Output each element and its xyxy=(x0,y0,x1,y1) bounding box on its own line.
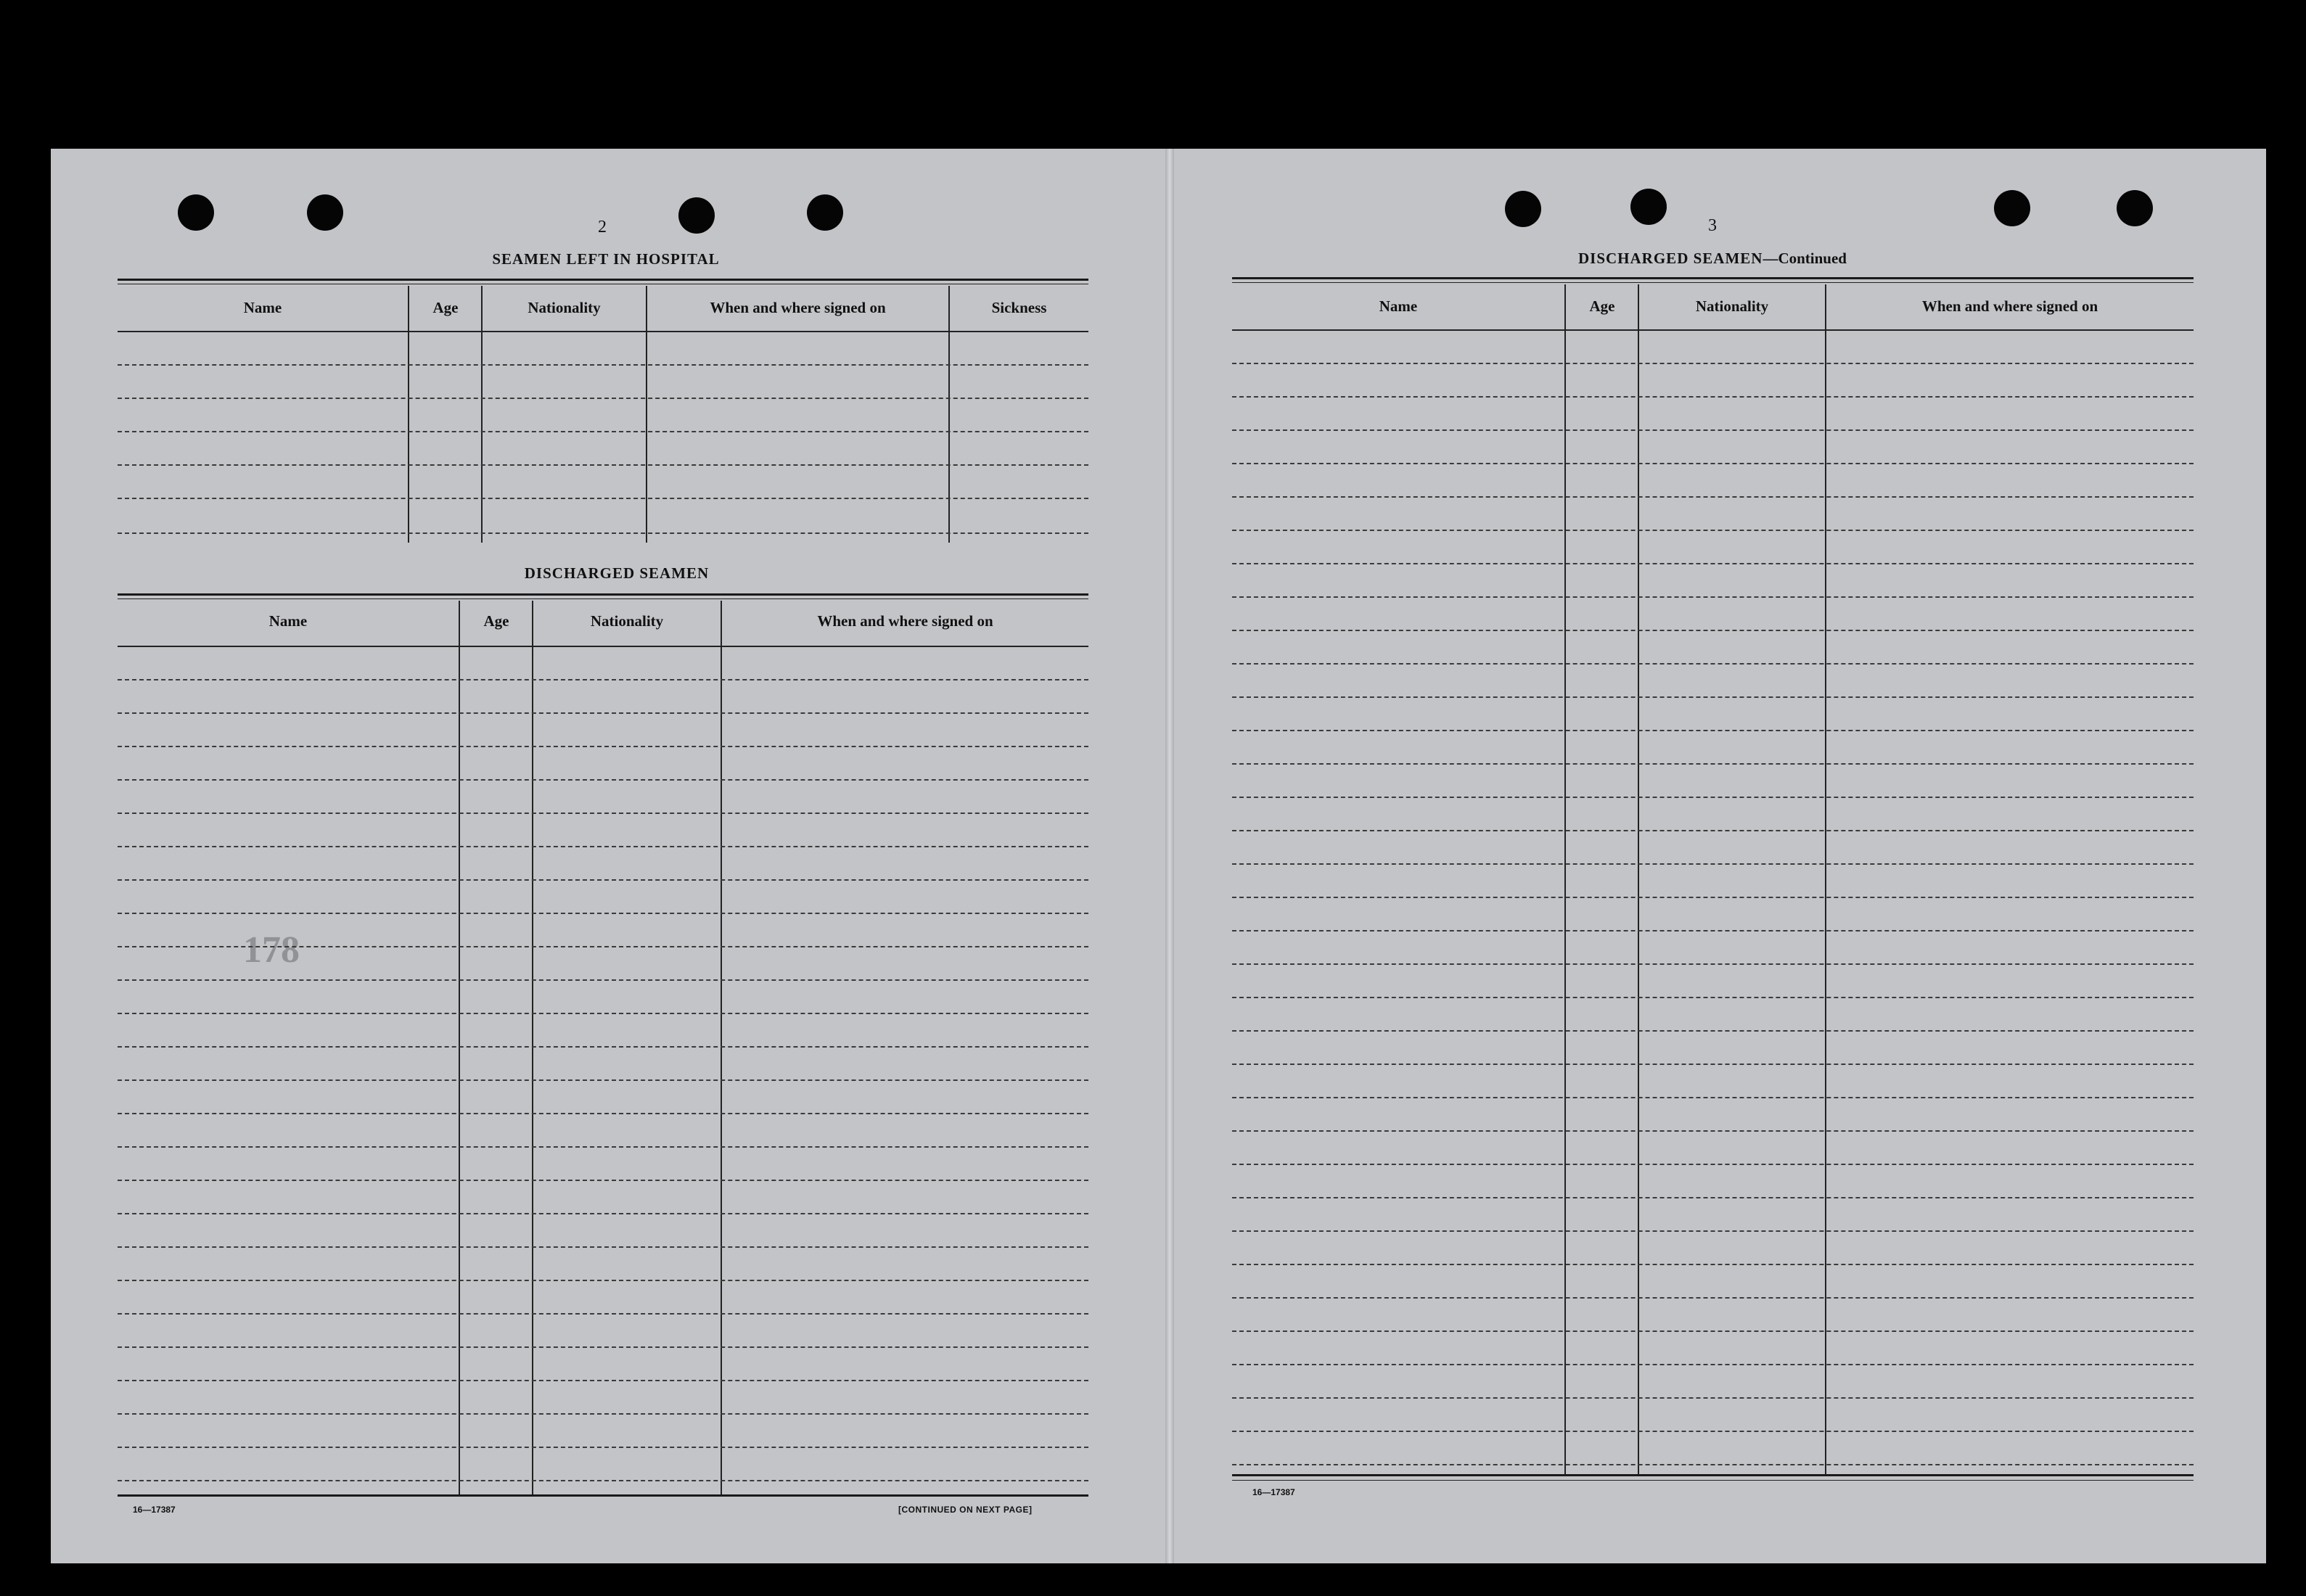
page-number: 2 xyxy=(598,218,607,236)
page-number: 3 xyxy=(1708,216,1717,235)
continued-note: [CONTINUED ON NEXT PAGE] xyxy=(898,1505,1033,1515)
title-main: DISCHARGED SEAMEN xyxy=(1578,250,1763,267)
col-header-name: Name xyxy=(1379,297,1418,315)
form-number: 16—17387 xyxy=(1252,1487,1295,1497)
col-header-sickness: Sickness xyxy=(991,299,1047,316)
col-header-signed-on: When and where signed on xyxy=(1921,297,2098,315)
col-header-signed-on: When and where signed on xyxy=(710,299,886,316)
col-header-age: Age xyxy=(432,299,459,316)
discharged-continued-table xyxy=(1232,277,2194,1474)
form-number: 16—17387 xyxy=(133,1505,176,1515)
discharged-section-title: DISCHARGED SEAMEN xyxy=(524,564,710,582)
discharged-continued-title xyxy=(1473,250,1952,268)
col-header-name: Name xyxy=(268,612,308,630)
punch-hole xyxy=(1630,189,1667,225)
hospital-section-title: SEAMEN LEFT IN HOSPITAL xyxy=(492,250,720,268)
ghost-mark: 178 xyxy=(243,929,300,971)
page-fold xyxy=(1165,149,1174,1563)
hospital-table xyxy=(118,279,1088,543)
punch-hole xyxy=(2117,190,2153,226)
punch-hole xyxy=(807,194,843,231)
punch-hole xyxy=(307,194,343,231)
bottom-rule xyxy=(1232,1474,2194,1476)
col-header-age: Age xyxy=(483,612,509,630)
punch-hole xyxy=(1505,191,1541,227)
col-header-signed-on: When and where signed on xyxy=(817,612,993,630)
discharged-table xyxy=(118,593,1088,1494)
punch-hole xyxy=(178,194,214,231)
punch-hole xyxy=(1994,190,2030,226)
title-continued: —Continued xyxy=(1763,250,1847,267)
punch-hole xyxy=(678,197,715,234)
col-header-nationality: Nationality xyxy=(590,612,664,630)
bottom-rule xyxy=(118,1494,1088,1497)
bottom-rule xyxy=(1232,1480,2194,1481)
col-header-nationality: Nationality xyxy=(1695,297,1769,315)
col-header-name: Name xyxy=(243,299,282,316)
col-header-age: Age xyxy=(1589,297,1615,315)
col-header-nationality: Nationality xyxy=(528,299,601,316)
